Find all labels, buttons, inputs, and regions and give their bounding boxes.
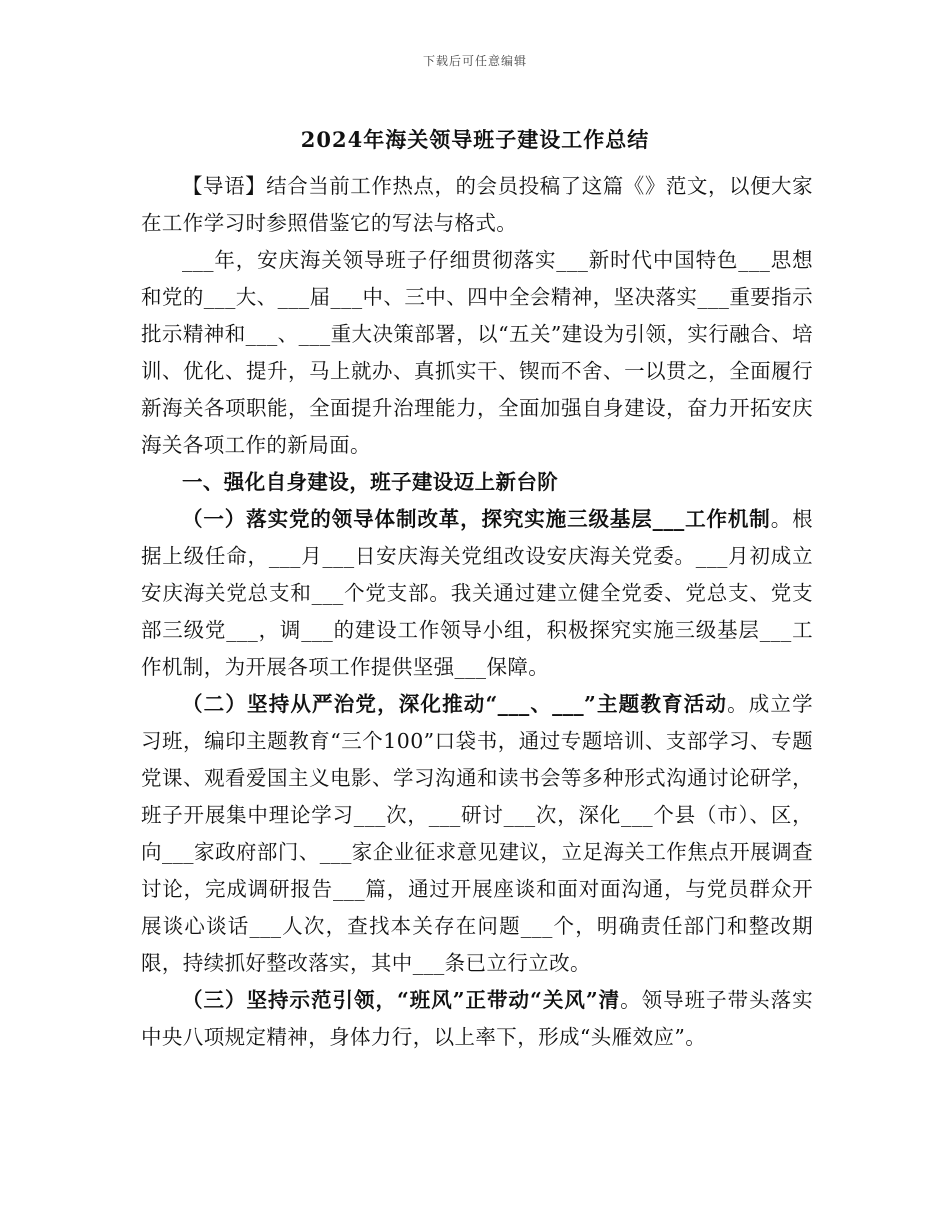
subsection-2-lead: （二）坚持从严治党，深化推动“___、___”主题教育活动: [182, 692, 728, 716]
document-body: [141, 168, 813, 1056]
section-1-heading: 一、强化自身建设，班子建设迈上新台阶: [182, 470, 559, 494]
subsection-3: [141, 982, 813, 1056]
subsection-2-body: 。成立学习班，编印主题教育“三个100”口袋书，通过专题培训、支部学习、专题党课、观看爱国主义电影、学习沟通和读书会等多种形式沟通讨论研学，班子开展集中理论学习___次，___研讨___次，深化___个县（市）、区，向___家政府部门、___家企业征求意见建议，立足海关工作焦点开展调查讨论，完成调研报告___篇，通过开展座谈和面对面沟通，与党员群众开展谈心谈话___人次，查找本关存在问题___个，明确责任部门和整改期限，持续抓好整改落实，其中___条已立行立改。: [141, 692, 813, 975]
header-note: 下载后可任意编辑: [422, 54, 527, 68]
subsection-2: [141, 686, 813, 982]
subsection-3-lead: （三）坚持示范引领，“班风”正带动“关风”清: [182, 988, 621, 1012]
subsection-1-lead: （一）落实党的领导体制改革，探究实施三级基层___工作机制: [182, 507, 771, 531]
subsection-1: [141, 501, 813, 686]
subsection-3-body: 。领导班子带头落实中央八项规定精神，身体力行，以上率下，形成“头雁效应”。: [141, 988, 813, 1049]
document-title: 2024年海关领导班子建设工作总结: [300, 127, 650, 152]
paragraph-1: ___年，安庆海关领导班子仔细贯彻落实___新时代中国特色___思想和党的___大、___届___中、三中、四中全会精神，坚决落实___重要指示批示精神和___、___重大决策部署，以“五关”建设为引领，实行融合、培训、优化、提升，马上就办、真抓实干、锲而不舍、一以贯之，全面履行新海关各项职能，全面提升治理能力，全面加强自身建设，奋力开拓安庆海关各项工作的新局面。: [141, 248, 813, 457]
intro-paragraph: 【导语】结合当前工作热点，的会员投稿了这篇《》范文，以便大家在工作学习时参照借鉴它的写法与格式。: [141, 174, 813, 235]
subsection-1-body: 。根据上级任命，___月___日安庆海关党组改设安庆海关党委。___月初成立安庆海关党总支和___个党支部。我关通过建立健全党委、党总支、党支部三级党___，调___的建设工作领导小组，积极探究实施三级基层___工作机制，为开展各项工作提供坚强___保障。: [141, 507, 813, 679]
